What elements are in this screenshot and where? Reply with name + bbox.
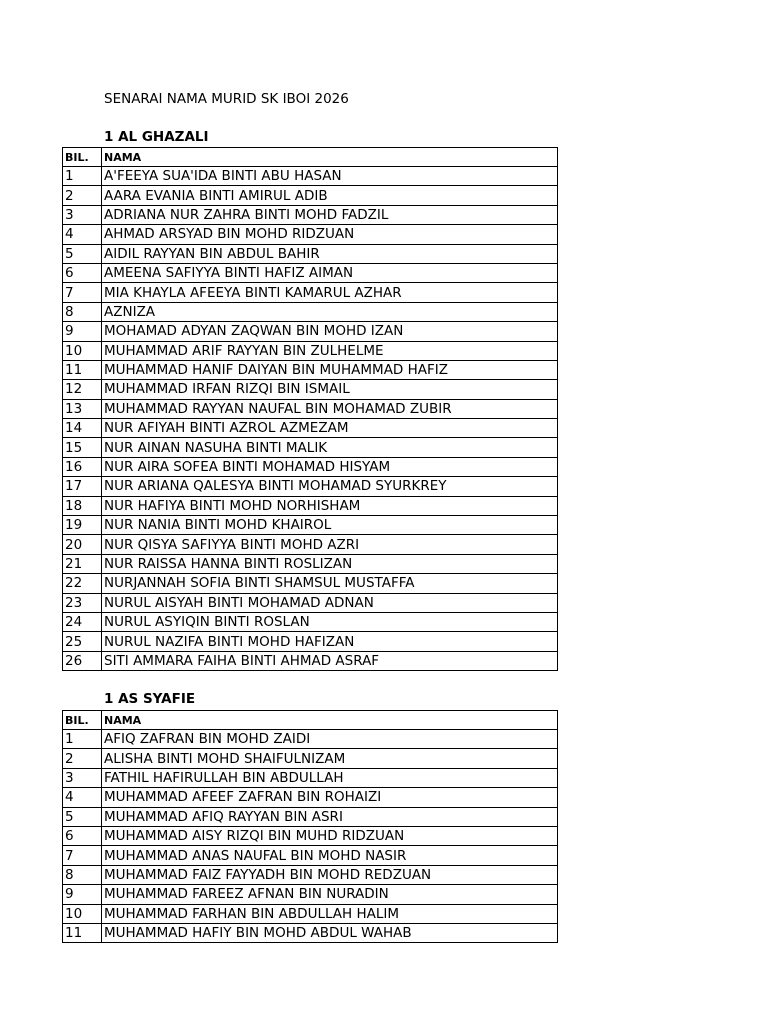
table-row xyxy=(63,612,558,631)
cell-bil: 10 xyxy=(63,904,102,923)
cell-nama: NUR RAISSA HANNA BINTI ROSLIZAN xyxy=(102,554,558,573)
table-row xyxy=(63,399,558,418)
table-row xyxy=(63,167,558,186)
cell-nama: ALISHA BINTI MOHD SHAIFULNIZAM xyxy=(102,749,558,768)
cell-nama: ADRIANA NUR ZAHRA BINTI MOHD FADZIL xyxy=(102,205,558,224)
cell-bil: 24 xyxy=(63,612,102,631)
table-row xyxy=(63,380,558,399)
cell-nama: AZNIZA xyxy=(102,302,558,321)
table-row xyxy=(63,768,558,787)
table-row xyxy=(63,283,558,302)
table-row xyxy=(63,205,558,224)
cell-nama: NURUL NAZIFA BINTI MOHD HAFIZAN xyxy=(102,632,558,651)
cell-nama: NUR QISYA SAFIYYA BINTI MOHD AZRI xyxy=(102,535,558,554)
cell-bil: 13 xyxy=(63,399,102,418)
cell-bil: 23 xyxy=(63,593,102,612)
column-header-nama: NAMA xyxy=(102,148,558,167)
table-row xyxy=(63,593,558,612)
cell-bil: 1 xyxy=(63,730,102,749)
table-row xyxy=(63,904,558,923)
cell-bil: 9 xyxy=(63,885,102,904)
cell-nama: MUHAMMAD AFIQ RAYYAN BIN ASRI xyxy=(102,807,558,826)
cell-bil: 1 xyxy=(63,167,102,186)
cell-nama: MUHAMMAD AFEEF ZAFRAN BIN ROHAIZI xyxy=(102,788,558,807)
cell-nama: AMEENA SAFIYYA BINTI HAFIZ AIMAN xyxy=(102,263,558,282)
cell-nama: NUR HAFIYA BINTI MOHD NORHISHAM xyxy=(102,496,558,515)
cell-nama: A'FEEYA SUA'IDA BINTI ABU HASAN xyxy=(102,167,558,186)
cell-nama: MIA KHAYLA AFEEYA BINTI KAMARUL AZHAR xyxy=(102,283,558,302)
cell-nama: MUHAMMAD HAFIY BIN MOHD ABDUL WAHAB xyxy=(102,923,558,942)
table-row xyxy=(63,632,558,651)
table-row xyxy=(63,225,558,244)
table-row xyxy=(63,496,558,515)
cell-nama: NURUL AISYAH BINTI MOHAMAD ADNAN xyxy=(102,593,558,612)
table-row xyxy=(63,788,558,807)
page-title: SENARAI NAMA MURID SK IBOI 2026 xyxy=(104,91,349,107)
student-table-al-ghazali xyxy=(62,147,558,671)
cell-nama: NUR AINAN NASUHA BINTI MALIK xyxy=(102,438,558,457)
cell-nama: SITI AMMARA FAIHA BINTI AHMAD ASRAF xyxy=(102,651,558,670)
table-row xyxy=(63,807,558,826)
cell-bil: 26 xyxy=(63,651,102,670)
cell-nama: MUHAMMAD ARIF RAYYAN BIN ZULHELME xyxy=(102,341,558,360)
cell-bil: 15 xyxy=(63,438,102,457)
table-row xyxy=(63,730,558,749)
cell-bil: 7 xyxy=(63,283,102,302)
table-row xyxy=(63,749,558,768)
table-row xyxy=(63,477,558,496)
class-title-al-ghazali: 1 AL GHAZALI xyxy=(104,129,209,145)
table-row xyxy=(63,438,558,457)
table-row xyxy=(63,516,558,535)
cell-bil: 25 xyxy=(63,632,102,651)
cell-nama: NURUL ASYIQIN BINTI ROSLAN xyxy=(102,612,558,631)
cell-nama: NUR NANIA BINTI MOHD KHAIROL xyxy=(102,516,558,535)
cell-bil: 8 xyxy=(63,302,102,321)
table-row xyxy=(63,186,558,205)
cell-bil: 7 xyxy=(63,846,102,865)
cell-bil: 6 xyxy=(63,826,102,845)
cell-nama: MUHAMMAD FAREEZ AFNAN BIN NURADIN xyxy=(102,885,558,904)
cell-bil: 12 xyxy=(63,380,102,399)
class-title-as-syafie: 1 AS SYAFIE xyxy=(104,691,196,707)
cell-bil: 17 xyxy=(63,477,102,496)
cell-nama: AARA EVANIA BINTI AMIRUL ADIB xyxy=(102,186,558,205)
cell-nama: AIDIL RAYYAN BIN ABDUL BAHIR xyxy=(102,244,558,263)
table-row xyxy=(63,865,558,884)
cell-bil: 11 xyxy=(63,360,102,379)
table-row xyxy=(63,826,558,845)
cell-nama: MOHAMAD ADYAN ZAQWAN BIN MOHD IZAN xyxy=(102,322,558,341)
column-header-bil: BIL. xyxy=(63,711,102,730)
cell-nama: MUHAMMAD IRFAN RIZQI BIN ISMAIL xyxy=(102,380,558,399)
cell-nama: MUHAMMAD RAYYAN NAUFAL BIN MOHAMAD ZUBIR xyxy=(102,399,558,418)
table-row xyxy=(63,554,558,573)
table-row xyxy=(63,574,558,593)
cell-bil: 2 xyxy=(63,749,102,768)
cell-nama: NUR AIRA SOFEA BINTI MOHAMAD HISYAM xyxy=(102,457,558,476)
cell-bil: 14 xyxy=(63,419,102,438)
cell-nama: NURJANNAH SOFIA BINTI SHAMSUL MUSTAFFA xyxy=(102,574,558,593)
table-row xyxy=(63,419,558,438)
cell-nama: FATHIL HAFIRULLAH BIN ABDULLAH xyxy=(102,768,558,787)
cell-nama: MUHAMMAD HANIF DAIYAN BIN MUHAMMAD HAFIZ xyxy=(102,360,558,379)
cell-bil: 3 xyxy=(63,768,102,787)
cell-bil: 19 xyxy=(63,516,102,535)
cell-nama: MUHAMMAD AISY RIZQI BIN MUHD RIDZUAN xyxy=(102,826,558,845)
table-row xyxy=(63,244,558,263)
cell-bil: 9 xyxy=(63,322,102,341)
table-row xyxy=(63,923,558,942)
cell-nama: AFIQ ZAFRAN BIN MOHD ZAIDI xyxy=(102,730,558,749)
column-header-nama: NAMA xyxy=(102,711,558,730)
cell-bil: 11 xyxy=(63,923,102,942)
table-row xyxy=(63,651,558,670)
cell-bil: 4 xyxy=(63,225,102,244)
column-header-bil: BIL. xyxy=(63,148,102,167)
cell-bil: 5 xyxy=(63,807,102,826)
cell-nama: MUHAMMAD ANAS NAUFAL BIN MOHD NASIR xyxy=(102,846,558,865)
cell-bil: 16 xyxy=(63,457,102,476)
cell-nama: NUR AFIYAH BINTI AZROL AZMEZAM xyxy=(102,419,558,438)
table-header-row xyxy=(63,711,558,730)
cell-nama: AHMAD ARSYAD BIN MOHD RIDZUAN xyxy=(102,225,558,244)
cell-bil: 8 xyxy=(63,865,102,884)
student-table-as-syafie xyxy=(62,710,558,943)
cell-bil: 2 xyxy=(63,186,102,205)
table-row xyxy=(63,360,558,379)
table-header-row xyxy=(63,148,558,167)
cell-bil: 18 xyxy=(63,496,102,515)
cell-bil: 21 xyxy=(63,554,102,573)
table-row xyxy=(63,263,558,282)
table-row xyxy=(63,535,558,554)
cell-bil: 3 xyxy=(63,205,102,224)
table-row xyxy=(63,457,558,476)
table-row xyxy=(63,302,558,321)
table-row xyxy=(63,885,558,904)
cell-nama: MUHAMMAD FARHAN BIN ABDULLAH HALIM xyxy=(102,904,558,923)
table-row xyxy=(63,846,558,865)
table-row xyxy=(63,341,558,360)
cell-bil: 4 xyxy=(63,788,102,807)
table-row xyxy=(63,322,558,341)
cell-bil: 5 xyxy=(63,244,102,263)
cell-bil: 20 xyxy=(63,535,102,554)
cell-nama: MUHAMMAD FAIZ FAYYADH BIN MOHD REDZUAN xyxy=(102,865,558,884)
cell-bil: 22 xyxy=(63,574,102,593)
cell-bil: 10 xyxy=(63,341,102,360)
cell-nama: NUR ARIANA QALESYA BINTI MOHAMAD SYURKREY xyxy=(102,477,558,496)
cell-bil: 6 xyxy=(63,263,102,282)
